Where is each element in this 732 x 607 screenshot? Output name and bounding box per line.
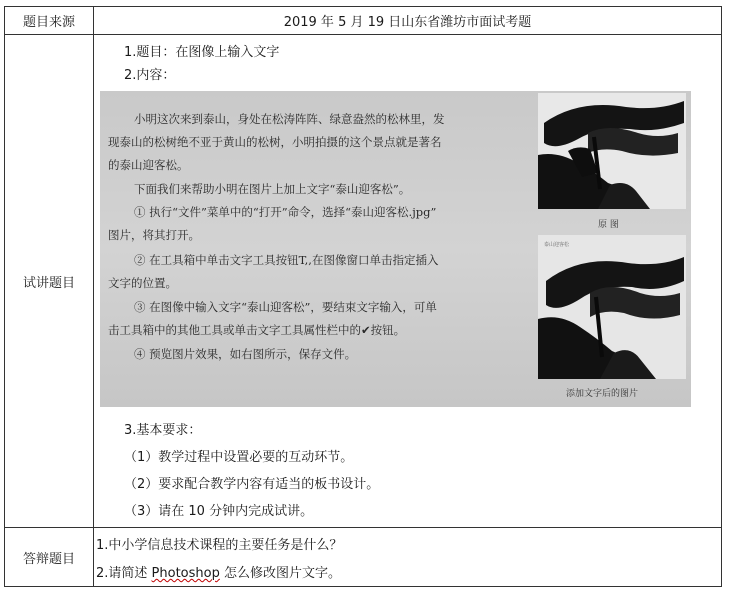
caption-with-text: 添加文字后的图片 (566, 389, 639, 399)
photo-line: 图片，将其打开。 (108, 228, 200, 242)
requirement-1: （1）教学过程中设置必要的互动环节。 (124, 450, 354, 465)
photo-line: 文字的位置。 (108, 276, 177, 290)
label-defense: 答辩题目 (5, 528, 94, 587)
pine-tree-icon (538, 93, 686, 209)
photo-line: ② 在工具箱中单击文字工具按钮T,,在图像窗口单击指定插入 (134, 253, 439, 267)
label-source: 题目来源 (5, 7, 94, 35)
photo-line: 小明这次来到泰山，身处在松涛阵阵、绿意盎然的松林里，发 (134, 112, 445, 126)
source-text: 2019 年 5 月 19 日山东省潍坊市面试考题 (94, 7, 722, 35)
pine-with-text-image (538, 235, 686, 379)
pine-original-image (538, 93, 686, 209)
q2-suffix: 怎么修改图片文字。 (219, 566, 341, 581)
photo-line: 的泰山迎客松。 (108, 158, 189, 172)
row-source (5, 7, 722, 35)
exam-table (4, 6, 722, 587)
requirement-3: （3）请在 10 分钟内完成试讲。 (124, 504, 314, 519)
pine-tree-icon (538, 235, 686, 379)
photo-line: 击工具箱中的其他工具或单击文字工具属性栏中的✔按钮。 (108, 323, 406, 337)
overlay-caption-text: 泰山迎客松 (544, 242, 570, 248)
defense-cell (94, 528, 722, 587)
row-lecture (5, 35, 722, 528)
q2-prefix: 2.请简述 (96, 566, 152, 581)
defense-question-2 (96, 562, 341, 581)
row-defense (5, 528, 722, 587)
photo-line: 现泰山的松树绝不亚于黄山的松树，小明拍摄的这个景点就是著名 (108, 135, 442, 149)
photo-line: ④ 预览图片效果，如右图所示，保存文件。 (134, 347, 357, 361)
textbook-photo (100, 91, 691, 407)
defense-question-1: 1.中小学信息技术课程的主要任务是什么？ (96, 538, 343, 553)
photo-line: ③ 在图像中输入文字“泰山迎客松”，要结束文字输入，可单 (134, 300, 437, 314)
lecture-content-heading: 2.内容： (124, 68, 176, 83)
lecture-topic: 1.题目：在图像上输入文字 (124, 45, 280, 60)
caption-original: 原 图 (598, 220, 619, 230)
requirements-heading: 3.基本要求： (124, 423, 202, 438)
q2-photoshop-word: Photoshop (151, 566, 220, 581)
requirement-2: （2）要求配合教学内容有适当的板书设计。 (124, 477, 380, 492)
photo-line: ① 执行“文件”菜单中的“打开”命令，选择“泰山迎客松.jpg” (134, 205, 437, 219)
lecture-cell (94, 35, 722, 528)
photo-line: 下面我们来帮助小明在图片上加上文字“泰山迎客松”。 (134, 182, 411, 196)
label-lecture: 试讲题目 (5, 35, 94, 528)
